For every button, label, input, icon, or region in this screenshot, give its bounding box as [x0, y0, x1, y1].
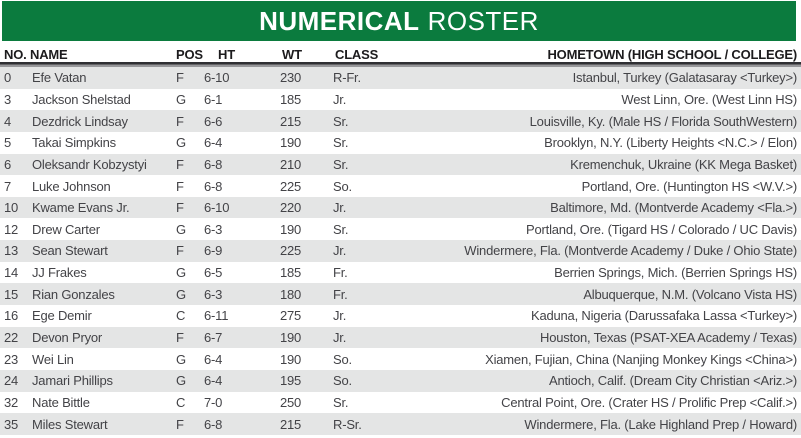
cell-number: 12: [4, 221, 19, 237]
cell-hometown: Windermere, Fla. (Lake Highland Prep / Howard): [524, 416, 797, 432]
cell-height: 6-3: [204, 221, 223, 237]
cell-class: R-Fr.: [333, 70, 361, 86]
cell-class: Sr.: [333, 113, 349, 129]
cell-position: F: [176, 113, 184, 129]
table-row: [0, 218, 801, 240]
cell-number: 24: [4, 373, 19, 389]
cell-position: G: [176, 135, 186, 151]
col-header-name: NAME: [30, 47, 68, 62]
cell-height: 6-10: [204, 70, 230, 86]
cell-number: 7: [4, 178, 12, 194]
cell-class: Jr.: [333, 243, 347, 259]
cell-weight: 250: [280, 394, 302, 410]
cell-name: Ege Demir: [32, 308, 92, 324]
cell-number: 32: [4, 394, 19, 410]
table-row: [0, 413, 801, 435]
cell-number: 13: [4, 243, 19, 259]
cell-weight: 190: [280, 135, 302, 151]
cell-hometown: Xiamen, Fujian, China (Nanjing Monkey Kings <China>): [485, 351, 797, 367]
table-row: [0, 305, 801, 327]
banner-title-light: ROSTER: [427, 5, 539, 36]
table-row: [0, 175, 801, 197]
table-column-header: [0, 41, 801, 62]
cell-name: Devon Pryor: [32, 330, 103, 345]
col-header-ht: HT: [218, 47, 235, 62]
cell-position: C: [176, 394, 186, 410]
cell-position: F: [176, 178, 184, 194]
cell-number: 6: [4, 156, 12, 172]
banner-title-bold: NUMERICAL: [259, 5, 420, 36]
cell-class: Sr.: [333, 394, 349, 410]
cell-position: F: [176, 70, 184, 86]
cell-height: 6-5: [204, 265, 223, 281]
cell-number: 35: [4, 416, 19, 432]
cell-position: F: [176, 330, 184, 345]
cell-height: 6-9: [204, 243, 223, 259]
cell-number: 0: [4, 70, 12, 86]
cell-weight: 190: [280, 330, 302, 345]
cell-name: Drew Carter: [32, 221, 100, 237]
table-row: [0, 154, 801, 176]
cell-weight: 185: [280, 91, 302, 107]
cell-name: Kwame Evans Jr.: [32, 200, 130, 216]
col-header-class: CLASS: [335, 47, 379, 62]
cell-height: 6-4: [204, 135, 223, 151]
cell-name: Jamari Phillips: [32, 373, 113, 389]
cell-weight: 215: [280, 416, 302, 432]
cell-hometown: Louisville, Ky. (Male HS / Florida SouthWestern): [529, 113, 797, 129]
col-header-no: NO.: [4, 47, 27, 62]
cell-weight: 195: [280, 373, 302, 389]
roster-table-body: [0, 67, 801, 435]
table-row: [0, 392, 801, 414]
cell-position: G: [176, 373, 186, 389]
cell-hometown: Central Point, Ore. (Crater HS / Prolific Prep <Calif.>): [501, 394, 797, 410]
cell-number: 10: [4, 200, 19, 216]
roster-banner: [2, 1, 796, 41]
cell-height: 6-1: [204, 91, 223, 107]
cell-class: Jr.: [333, 308, 347, 324]
table-row: [0, 370, 801, 392]
cell-position: G: [176, 91, 186, 107]
cell-class: Jr.: [333, 91, 347, 107]
cell-position: F: [176, 416, 184, 432]
cell-height: 6-3: [204, 286, 223, 302]
cell-height: 7-0: [204, 394, 223, 410]
cell-height: 6-6: [204, 113, 223, 129]
table-row: [0, 283, 801, 305]
cell-class: Jr.: [333, 200, 347, 216]
cell-position: G: [176, 221, 186, 237]
cell-weight: 190: [280, 351, 302, 367]
cell-class: Fr.: [333, 265, 348, 281]
cell-weight: 225: [280, 178, 302, 194]
cell-position: G: [176, 351, 186, 367]
cell-number: 5: [4, 135, 12, 151]
cell-class: R-Sr.: [333, 416, 362, 432]
table-row: [0, 240, 801, 262]
cell-hometown: Windermere, Fla. (Montverde Academy / Duke / Ohio State): [464, 243, 797, 259]
table-row: [0, 110, 801, 132]
cell-class: So.: [333, 178, 352, 194]
cell-height: 6-11: [204, 308, 229, 324]
cell-class: So.: [333, 351, 352, 367]
col-header-hometown: HOMETOWN (HIGH SCHOOL / COLLEGE): [547, 47, 797, 62]
cell-hometown: West Linn, Ore. (West Linn HS): [621, 91, 797, 107]
cell-class: Sr.: [333, 156, 349, 172]
cell-weight: 185: [280, 265, 302, 281]
cell-height: 6-4: [204, 351, 223, 367]
cell-hometown: Brooklyn, N.Y. (Liberty Heights <N.C.> / Elon): [544, 135, 797, 151]
cell-number: 22: [4, 330, 19, 345]
cell-hometown: Kremenchuk, Ukraine (KK Mega Basket): [570, 156, 797, 172]
col-header-wt: WT: [282, 47, 302, 62]
cell-height: 6-8: [204, 156, 223, 172]
cell-name: Efe Vatan: [32, 70, 87, 86]
cell-weight: 275: [280, 308, 302, 324]
cell-number: 15: [4, 286, 19, 302]
cell-name: JJ Frakes: [32, 265, 87, 281]
cell-class: Fr.: [333, 286, 348, 302]
cell-hometown: Portland, Ore. (Tigard HS / Colorado / UC Davis): [526, 221, 797, 237]
cell-height: 6-10: [204, 200, 230, 216]
cell-weight: 210: [280, 156, 302, 172]
cell-position: F: [176, 156, 184, 172]
cell-position: F: [176, 243, 184, 259]
cell-name: Sean Stewart: [32, 243, 108, 259]
table-row: [0, 327, 801, 349]
cell-position: G: [176, 265, 186, 281]
cell-height: 6-8: [204, 416, 223, 432]
cell-hometown: Istanbul, Turkey (Galatasaray <Turkey>): [572, 70, 797, 86]
cell-name: Rian Gonzales: [32, 286, 115, 302]
cell-position: F: [176, 200, 184, 216]
cell-hometown: Antioch, Calif. (Dream City Christian <Ariz.>): [549, 373, 797, 389]
cell-weight: 190: [280, 221, 302, 237]
cell-name: Nate Bittle: [32, 394, 90, 410]
cell-name: Takai Simpkins: [32, 135, 116, 151]
table-row: [0, 89, 801, 111]
cell-hometown: Berrien Springs, Mich. (Berrien Springs HS): [554, 265, 797, 281]
table-row: [0, 67, 801, 89]
cell-number: 4: [4, 113, 12, 129]
cell-weight: 180: [280, 286, 302, 302]
cell-height: 6-4: [204, 373, 223, 389]
cell-weight: 230: [280, 70, 302, 86]
col-header-pos: POS: [176, 47, 203, 62]
cell-weight: 215: [280, 113, 302, 129]
cell-number: 14: [4, 265, 19, 281]
cell-number: 3: [4, 91, 12, 107]
cell-class: So.: [333, 373, 352, 389]
cell-name: Miles Stewart: [32, 416, 108, 432]
cell-name: Luke Johnson: [32, 178, 111, 194]
cell-height: 6-7: [204, 330, 223, 345]
cell-number: 23: [4, 351, 19, 367]
cell-class: Sr.: [333, 135, 349, 151]
cell-hometown: Portland, Ore. (Huntington HS <W.V.>): [581, 178, 797, 194]
cell-number: 16: [4, 308, 19, 324]
table-row: [0, 348, 801, 370]
table-row: [0, 197, 801, 219]
cell-name: Dezdrick Lindsay: [32, 113, 128, 129]
cell-position: C: [176, 308, 186, 324]
cell-hometown: Kaduna, Nigeria (Darussafaka Lassa <Turkey>): [530, 308, 797, 324]
cell-hometown: Albuquerque, N.M. (Volcano Vista HS): [583, 286, 797, 302]
cell-name: Jackson Shelstad: [32, 91, 131, 107]
cell-name: Wei Lin: [32, 351, 74, 367]
cell-weight: 220: [280, 200, 302, 216]
cell-class: Sr.: [333, 221, 349, 237]
cell-hometown: Baltimore, Md. (Montverde Academy <Fla.>): [550, 200, 797, 216]
cell-class: Jr.: [333, 330, 347, 345]
cell-weight: 225: [280, 243, 302, 259]
table-row: [0, 262, 801, 284]
cell-name: Oleksandr Kobzystyi: [32, 156, 147, 172]
table-row: [0, 132, 801, 154]
cell-position: G: [176, 286, 186, 302]
cell-hometown: Houston, Texas (PSAT-XEA Academy / Texas): [540, 330, 797, 345]
cell-height: 6-8: [204, 178, 223, 194]
